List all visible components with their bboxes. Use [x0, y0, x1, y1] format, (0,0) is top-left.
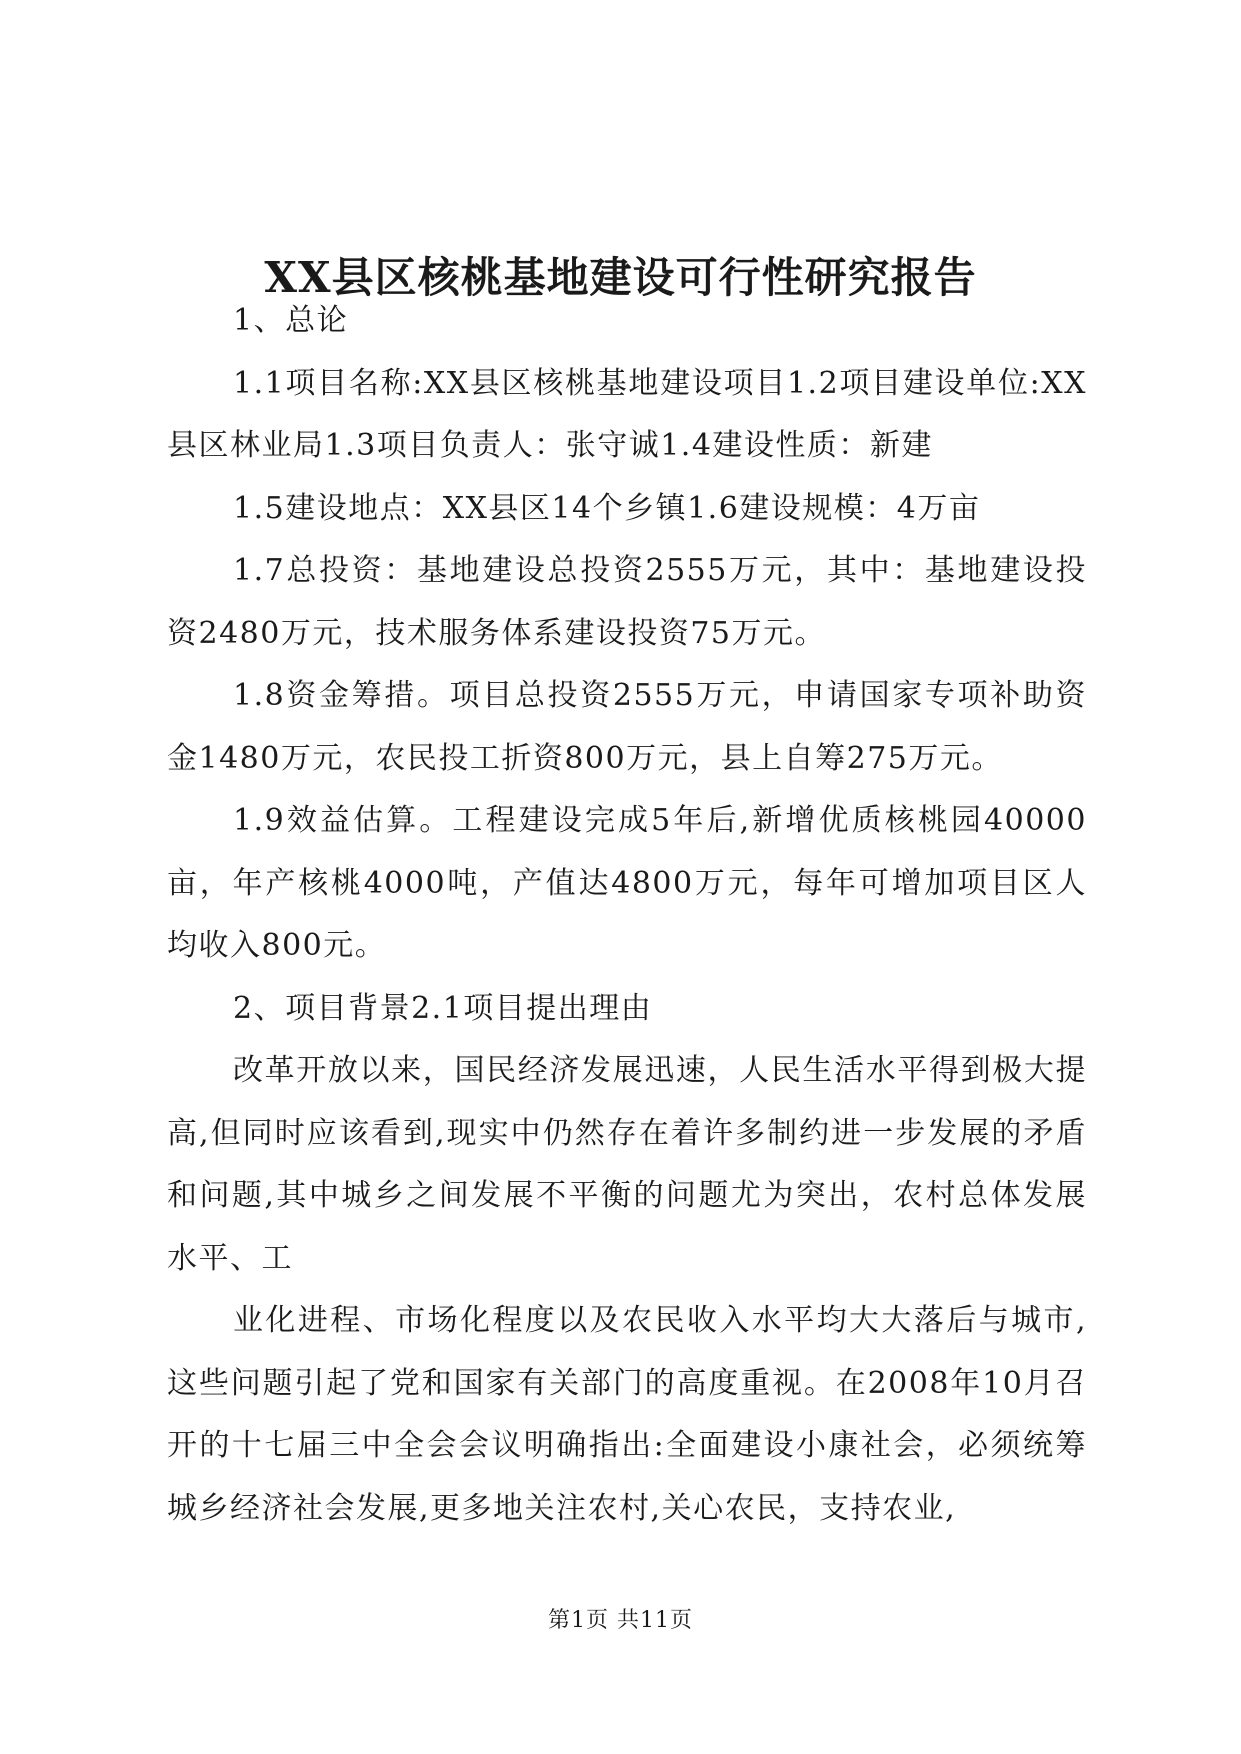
paragraph-funding: 1.8资金筹措。项目总投资2555万元，申请国家专项补助资金1480万元，农民投工折资800万元，县上自筹275万元。	[167, 678, 1087, 776]
document-body	[167, 290, 1087, 1540]
document-title: XX县区核桃基地建设可行性研究报告	[264, 253, 977, 303]
paragraph-project-info: 1.1项目名称:XX县区核桃基地建设项目1.2项目建设单位:XX县区林业局1.3项目负责人：张守诚1.4建设性质：新建	[167, 365, 1087, 463]
paragraph-background-1: 改革开放以来，国民经济发展迅速，人民生活水平得到极大提高,但同时应该看到,现实中仍然存在着许多制约进一步发展的矛盾和问题,其中城乡之间发展不平衡的问题尤为突出，农村总体发展水平、工	[167, 1053, 1087, 1276]
paragraph-total-investment: 1.7总投资：基地建设总投资2555万元，其中：基地建设投资2480万元，技术服务体系建设投资75万元。	[167, 553, 1087, 651]
paragraph-background-heading: 2、项目背景2.1项目提出理由	[233, 990, 653, 1026]
paragraph-general: 1、总论	[233, 303, 349, 338]
page-footer: 第1页 共11页	[548, 1608, 693, 1633]
paragraph-benefit-estimate: 1.9效益估算。工程建设完成5年后,新增优质核桃园40000亩，年产核桃4000吨，产值达4800万元，每年可增加项目区人均收入800元。	[167, 803, 1087, 963]
paragraph-location-scale: 1.5建设地点：XX县区14个乡镇1.6建设规模：4万亩	[233, 490, 981, 526]
paragraph-background-2: 业化进程、市场化程度以及农民收入水平均大大落后与城市,这些问题引起了党和国家有关部门的高度重视。在2008年10月召开的十七届三中全会会议明确指出:全面建设小康社会，必须统筹城乡经济社会发展,更多地关注农村,关心农民，支持农业,	[167, 1303, 1087, 1526]
